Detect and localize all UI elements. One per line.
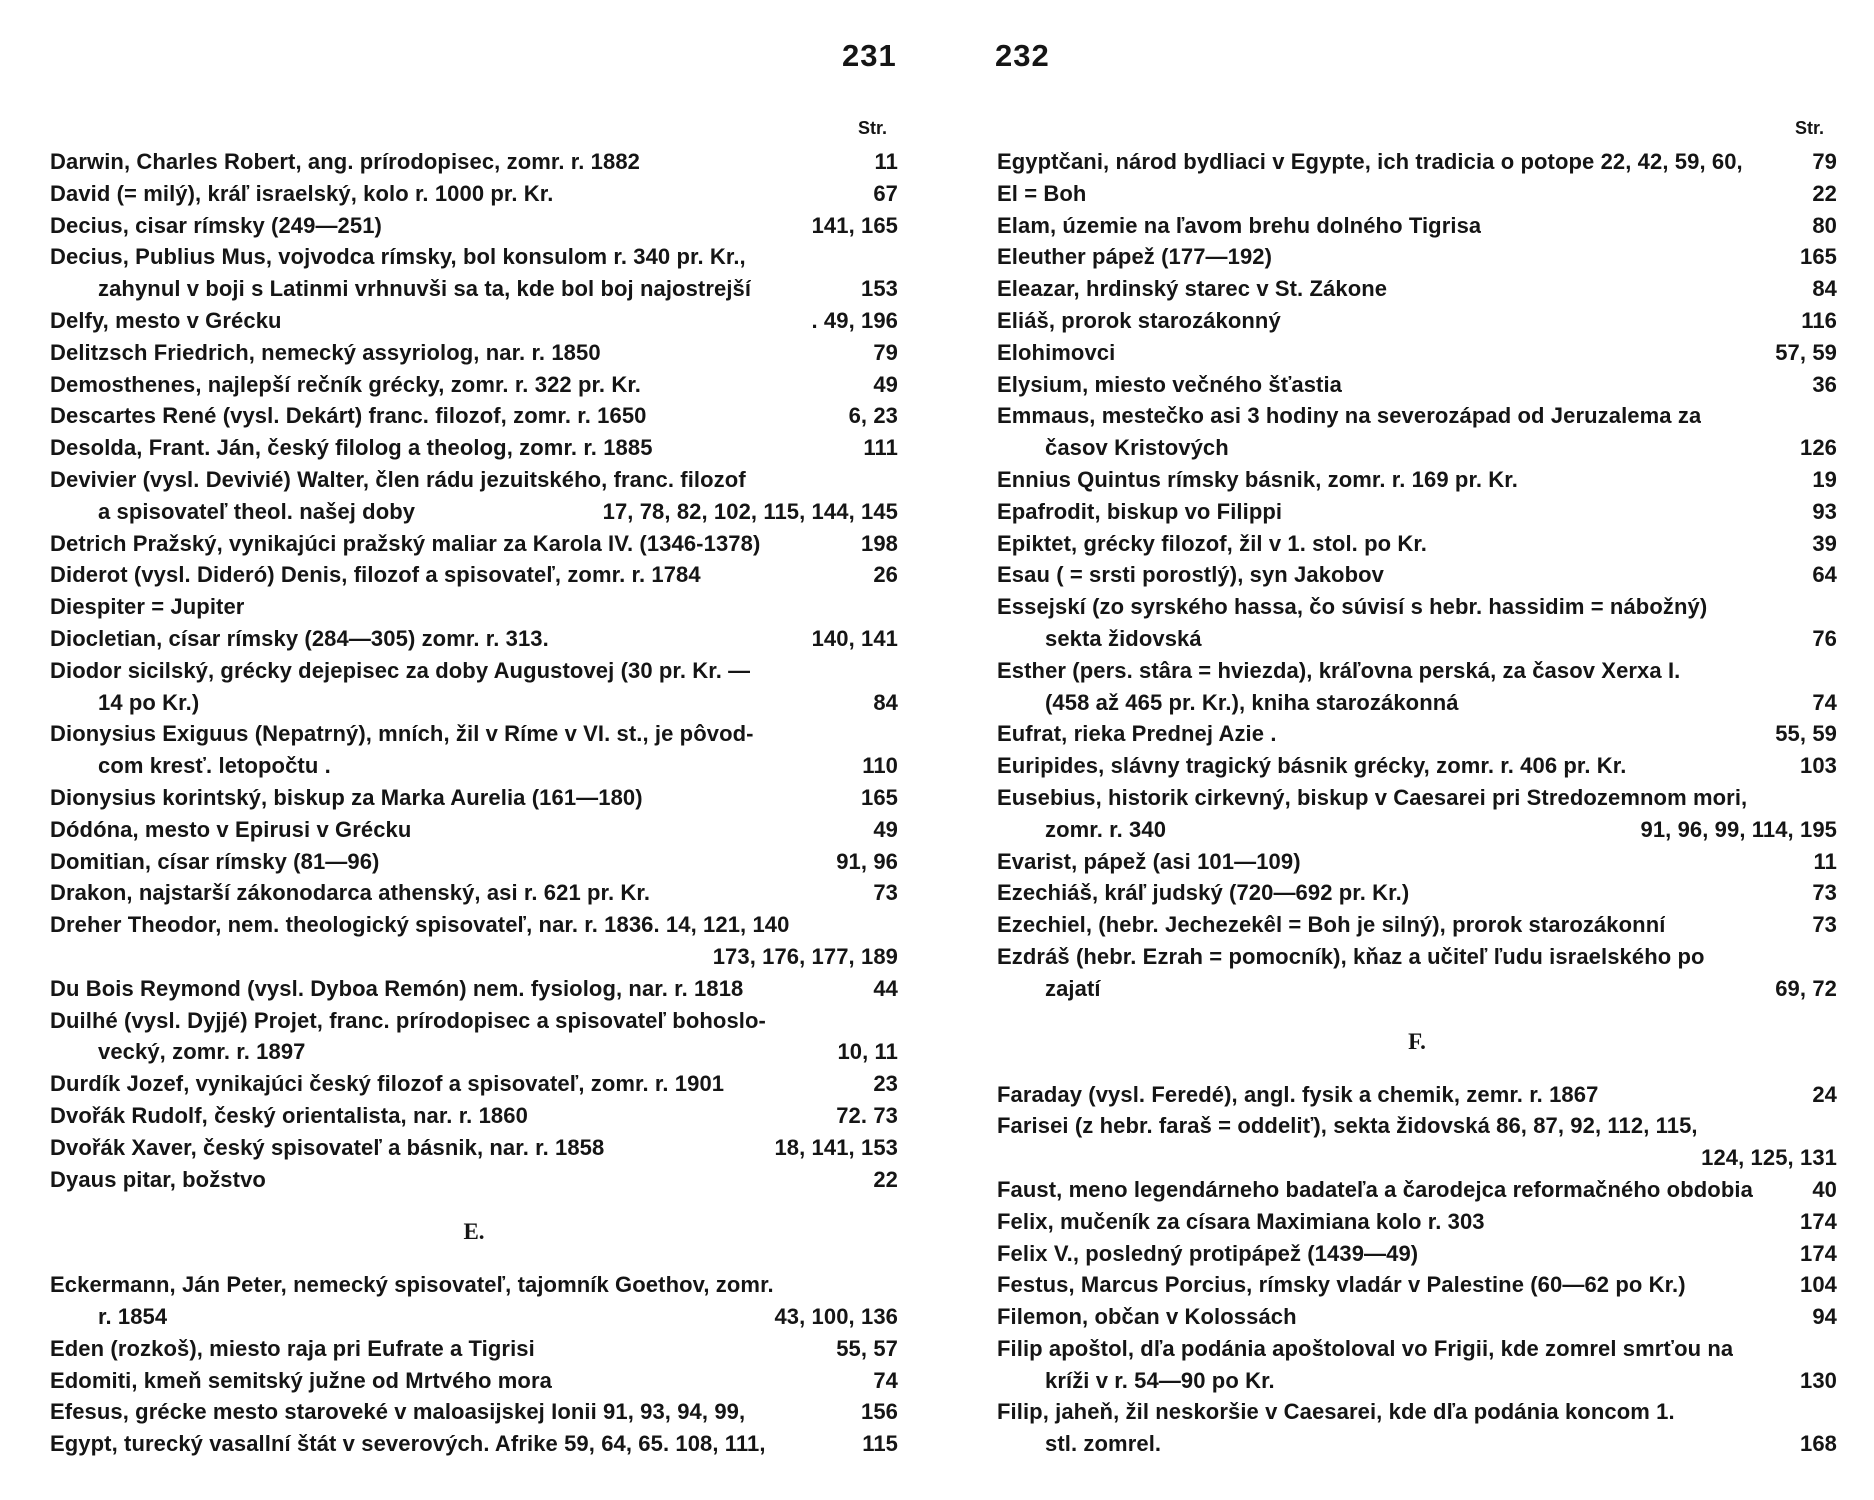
- entry-text: Diderot (vysl. Dideró) Denis, filozof a spisovateľ, zomr. r. 1784: [50, 562, 701, 588]
- entry-line: [50, 1365, 898, 1397]
- entry-continuation-line: [997, 687, 1837, 719]
- index-entry: [50, 1396, 898, 1428]
- entry-text: Filemon, občan v Kolossách: [997, 1304, 1297, 1330]
- index-entry: [50, 337, 898, 369]
- index-entry: [997, 305, 1837, 337]
- entry-line: [997, 1174, 1837, 1206]
- index-entry: [997, 400, 1837, 464]
- index-entry: [997, 941, 1837, 1005]
- entry-page-refs: 11: [1813, 848, 1837, 874]
- entry-text: Efesus, grécke mesto staroveké v maloasijskej Ionii 91, 93, 94, 99,: [50, 1399, 746, 1425]
- entry-page-refs: 173, 176, 177, 189: [712, 943, 898, 969]
- entry-line: [50, 241, 898, 273]
- entry-page-refs: 6, 23: [848, 403, 898, 429]
- entry-continuation-line: [997, 1365, 1837, 1397]
- entry-page-refs: 76: [1812, 625, 1837, 651]
- entry-page-refs: 22: [1812, 180, 1837, 206]
- entry-line: [997, 528, 1837, 560]
- index-entry: [50, 400, 898, 432]
- entry-page-refs: 141, 165: [811, 212, 898, 238]
- entry-text: Epiktet, grécky filozof, žil v 1. stol. po Kr.: [997, 530, 1428, 556]
- entry-line: [997, 241, 1837, 273]
- entry-text: vecký, zomr. r. 1897: [98, 1039, 306, 1065]
- entry-page-refs: 57, 59: [1775, 339, 1837, 365]
- entry-line: [997, 1238, 1837, 1270]
- entry-page-refs: 49: [873, 371, 898, 397]
- index-entry: [997, 210, 1837, 242]
- entry-page-refs: 111: [863, 435, 898, 461]
- index-entry: [50, 241, 898, 305]
- index-entry: [997, 1079, 1837, 1111]
- entry-text: Diocletian, císar rímsky (284—305) zomr. r. 313.: [50, 625, 549, 651]
- entry-page-refs: 130: [1799, 1367, 1837, 1393]
- index-entry: [997, 146, 1837, 178]
- entry-page-refs: 10, 11: [837, 1039, 898, 1065]
- index-entry: [50, 1269, 898, 1333]
- index-entry: [997, 369, 1837, 401]
- entry-text: Dionysius Exiguus (Nepatrný), mních, žil v Ríme v VI. st., je pôvod-: [50, 721, 754, 747]
- entry-page-refs: 44: [873, 975, 898, 1001]
- entry-page-refs: 103: [1799, 753, 1837, 779]
- index-entries: [997, 146, 1837, 1460]
- index-entry: [50, 1365, 898, 1397]
- index-entry: [997, 846, 1837, 878]
- entry-text: zahynul v boji s Latinmi vrhnuvši sa ta, kde bol boj najostrejší: [98, 276, 752, 302]
- index-entry: [50, 973, 898, 1005]
- entry-continuation-line: [997, 623, 1837, 655]
- entry-text: Elysium, miesto večného šťastia: [997, 371, 1343, 397]
- entry-text: Felix V., posledný protipápež (1439—49): [997, 1240, 1419, 1266]
- index-entry: [997, 241, 1837, 273]
- entry-text: 14 po Kr.): [98, 689, 200, 715]
- index-entry: [997, 1110, 1837, 1174]
- index-entry: [50, 146, 898, 178]
- entry-page-refs: [888, 591, 898, 623]
- entry-text: Faraday (vysl. Feredé), angl. fysik a chemik, zemr. r. 1867: [997, 1081, 1599, 1107]
- entry-text: Esther (pers. stâra = hviezda), kráľovna perská, za časov Xerxa I.: [997, 657, 1681, 683]
- entry-text: El = Boh: [997, 180, 1087, 206]
- index-entry: [997, 1238, 1837, 1270]
- index-entry: [997, 1333, 1837, 1397]
- entry-text: Festus, Marcus Porcius, rímsky vladár v Palestine (60—62 po Kr.): [997, 1272, 1686, 1298]
- index-entry: [997, 178, 1837, 210]
- entry-page-refs: 11: [874, 149, 898, 174]
- entry-page-refs: 67: [873, 180, 898, 206]
- entry-line: [997, 718, 1837, 750]
- index-entry: [997, 877, 1837, 909]
- entry-text: Felix, mučeník za císara Maximiana kolo r. 303: [997, 1208, 1485, 1234]
- entry-page-refs: 156: [860, 1399, 898, 1425]
- entry-text: Edomiti, kmeň semitský južne od Mrtvého mora: [50, 1367, 552, 1393]
- index-entry: [50, 305, 898, 337]
- entry-line: [50, 1396, 898, 1428]
- entry-line: [997, 909, 1837, 941]
- index-entry: [997, 782, 1837, 846]
- entry-text: Faust, meno legendárneho badateľa a čarodejca reformačného obdobia: [997, 1176, 1753, 1202]
- entries-f: [997, 1079, 1837, 1461]
- entry-line: [997, 750, 1837, 782]
- index-entry: [997, 1269, 1837, 1301]
- entry-line: [50, 305, 898, 337]
- index-entry: [997, 1396, 1837, 1460]
- entry-text: Eleazar, hrdinský starec v St. Zákone: [997, 276, 1388, 302]
- entry-line: [997, 1110, 1837, 1142]
- entry-page-refs: 79: [1812, 149, 1837, 174]
- entry-page-refs: 84: [1812, 276, 1837, 302]
- entry-line: [997, 1396, 1837, 1428]
- entry-text: Egyptčani, národ bydliaci v Egypte, ich tradicia o potope 22, 42, 59, 60,: [997, 149, 1743, 174]
- index-entry: [50, 877, 898, 909]
- entry-continuation-line: [997, 973, 1837, 1005]
- entry-text: Essejskí (zo syrského hassa, čo súvisí s hebr. hassidim = nábožný): [997, 594, 1708, 620]
- index-entry: [997, 591, 1837, 655]
- entry-line: [50, 591, 898, 623]
- entry-page-refs: 84: [873, 689, 898, 715]
- entry-line: [50, 337, 898, 369]
- entry-line: [50, 1269, 898, 1301]
- entry-text: Elam, územie na ľavom brehu dolného Tigrisa: [997, 212, 1482, 238]
- index-entry: [997, 750, 1837, 782]
- entry-text: r. 1854: [98, 1304, 168, 1330]
- entry-continuation-line: [50, 1301, 898, 1333]
- entry-text: com kresť. letopočtu .: [98, 753, 331, 779]
- right-page: [937, 0, 1874, 1500]
- entry-text: Dyaus pitar, božstvo: [50, 1166, 266, 1192]
- entry-page-refs: 55, 59: [1775, 721, 1837, 747]
- entry-line: [50, 973, 898, 1005]
- index-entry: [50, 559, 898, 591]
- index-entry: [50, 1068, 898, 1100]
- index-entry: [997, 1301, 1837, 1333]
- entry-line: [997, 655, 1837, 687]
- entry-page-refs: 43, 100, 136: [774, 1304, 898, 1330]
- entry-text: sekta židovská: [1045, 625, 1202, 651]
- index-entry: [50, 178, 898, 210]
- section-heading-e: E.: [463, 1219, 485, 1245]
- entry-continuation-line: [50, 1036, 898, 1068]
- section-heading-f: F.: [1408, 1028, 1426, 1054]
- entry-page-refs: 74: [1812, 689, 1837, 715]
- entry-continuation-line: [997, 1428, 1837, 1460]
- entry-text: Delitzsch Friedrich, nemecký assyriolog, nar. r. 1850: [50, 339, 601, 365]
- index-entry: [50, 623, 898, 655]
- entry-page-refs: 22: [873, 1166, 898, 1192]
- index-entry: [997, 655, 1837, 719]
- entry-page-refs: 64: [1812, 562, 1837, 588]
- entry-page-refs: 79: [873, 339, 898, 365]
- entry-text: zomr. r. 340: [1045, 816, 1167, 842]
- entry-page-refs: 126: [1799, 435, 1837, 461]
- entry-line: [50, 1100, 898, 1132]
- entry-text: Devivier (vysl. Devivié) Walter, člen rádu jezuitského, franc. filozof: [50, 466, 746, 492]
- index-entry: [997, 559, 1837, 591]
- index-entry: [50, 846, 898, 878]
- pages-column-label: Str.: [1795, 118, 1825, 138]
- entry-line: [997, 1206, 1837, 1238]
- index-entry: [997, 528, 1837, 560]
- entry-page-refs: 91, 96: [836, 848, 898, 874]
- entry-line: [997, 273, 1837, 305]
- entry-page-refs: 124, 125, 131: [1701, 1145, 1837, 1171]
- index-entry: [50, 1333, 898, 1365]
- entry-page-refs: 73: [1812, 880, 1837, 906]
- entry-text: Dionysius korintský, biskup za Marka Aurelia (161—180): [50, 784, 643, 810]
- entry-line: [997, 941, 1837, 973]
- entry-line: [50, 146, 898, 178]
- entry-line: [50, 1333, 898, 1365]
- entry-text: Eliáš, prorok starozákonný: [997, 307, 1281, 333]
- entry-line: [50, 528, 898, 560]
- entry-text: Ezechiáš, kráľ judský (720—692 pr. Kr.): [997, 880, 1410, 906]
- index-entry: [50, 909, 898, 973]
- pages-column-label: Str.: [858, 118, 888, 138]
- entry-page-refs: 73: [873, 880, 898, 906]
- entry-page-refs: 39: [1812, 530, 1837, 556]
- entry-page-refs: 19: [1812, 466, 1837, 492]
- entry-text: Ezechiel, (hebr. Jechezekêl = Boh je silný), prorok starozákonní: [997, 912, 1666, 938]
- entry-text: Eusebius, historik cirkevný, biskup v Caesarei pri Stredozemnom mori,: [997, 784, 1748, 810]
- entry-text: Dódóna, mesto v Epirusi v Grécku: [50, 816, 412, 842]
- entry-page-refs: 153: [860, 276, 898, 302]
- entry-page-refs: 168: [1799, 1431, 1837, 1457]
- entry-line: [50, 718, 898, 750]
- entry-page-refs: 49: [873, 816, 898, 842]
- entry-line: [997, 1333, 1837, 1365]
- entry-line: [50, 369, 898, 401]
- entry-text: Descartes René (vysl. Dekárt) franc. filozof, zomr. r. 1650: [50, 403, 647, 429]
- entry-line: [50, 877, 898, 909]
- entry-continuation-line: [997, 1142, 1837, 1174]
- entry-continuation-line: [50, 941, 898, 973]
- entry-text: Detrich Pražský, vynikajúci pražský maliar za Karola IV. (1346-1378): [50, 530, 761, 556]
- entry-page-refs: 94: [1812, 1304, 1837, 1330]
- index-entry: [997, 273, 1837, 305]
- index-entry: [50, 1164, 898, 1196]
- entry-text: Evarist, pápež (asi 101—109): [997, 848, 1301, 874]
- entry-line: [997, 782, 1837, 814]
- index-entry: [50, 718, 898, 782]
- entries-d: [50, 146, 898, 1195]
- index-entry: [50, 210, 898, 242]
- entry-text: Desolda, Frant. Ján, český filolog a theolog, zomr. r. 1885: [50, 435, 653, 461]
- entry-page-refs: 72. 73: [836, 1102, 898, 1128]
- entry-line: [50, 400, 898, 432]
- index-entry: [50, 591, 898, 623]
- entry-page-refs: 80: [1812, 212, 1837, 238]
- entry-page-refs: 23: [873, 1071, 898, 1097]
- entry-text: Drakon, najstarší zákonodarca athenský, asi r. 621 pr. Kr.: [50, 880, 651, 906]
- entry-line: [997, 178, 1837, 210]
- entry-line: [997, 464, 1837, 496]
- index-entry: [50, 655, 898, 719]
- entry-continuation-line: [50, 750, 898, 782]
- entry-page-refs: 165: [860, 784, 898, 810]
- entry-continuation-line: [50, 687, 898, 719]
- entry-line: [50, 1428, 898, 1460]
- page-number: 231: [842, 38, 897, 73]
- entry-text: Dvořák Xaver, český spisovateľ a básnik, nar. r. 1858: [50, 1134, 605, 1160]
- entry-line: [997, 591, 1837, 623]
- entry-text: Farisei (z hebr. faraš = oddeliť), sekta židovská 86, 87, 92, 112, 115,: [997, 1113, 1698, 1139]
- entry-line: [50, 1005, 898, 1037]
- index-entry: [50, 369, 898, 401]
- index-entry: [997, 1206, 1837, 1238]
- entry-continuation-line: [997, 432, 1837, 464]
- entry-page-refs: 174: [1799, 1208, 1837, 1234]
- entry-page-refs: 91, 96, 99, 114, 195: [1640, 816, 1837, 842]
- entry-line: [997, 146, 1837, 178]
- entry-line: [997, 496, 1837, 528]
- entry-page-refs: 174: [1799, 1240, 1837, 1266]
- entry-text: kríži v r. 54—90 po Kr.: [1045, 1367, 1275, 1393]
- entry-page-refs: 104: [1799, 1272, 1837, 1298]
- entry-page-refs: 36: [1812, 371, 1837, 397]
- entry-text: zajatí: [1045, 975, 1101, 1001]
- entry-line: [50, 1164, 898, 1196]
- entries-e: [997, 146, 1837, 1005]
- entry-text: David (= milý), kráľ israelský, kolo r. 1000 pr. Kr.: [50, 180, 554, 206]
- entry-page-refs: 69, 72: [1775, 975, 1837, 1001]
- entry-text: Delfy, mesto v Grécku: [50, 307, 282, 333]
- entry-page-refs: . 49, 196: [811, 307, 898, 333]
- entry-continuation-line: [50, 496, 898, 528]
- entry-line: [997, 559, 1837, 591]
- entry-text: stl. zomrel.: [1045, 1431, 1162, 1457]
- index-entries: [50, 146, 898, 1460]
- entry-page-refs: 74: [873, 1367, 898, 1393]
- entry-page-refs: 55, 57: [836, 1335, 898, 1361]
- entry-line: [997, 400, 1837, 432]
- entry-line: [50, 432, 898, 464]
- index-entry: [997, 496, 1837, 528]
- index-entry: [50, 1005, 898, 1069]
- entry-text: časov Kristových: [1045, 435, 1229, 461]
- entry-text: Decius, cisar rímsky (249—251): [50, 212, 382, 238]
- entry-text: Emmaus, mestečko asi 3 hodiny na severozápad od Jeruzalema za: [997, 403, 1702, 429]
- entry-text: Diespiter = Jupiter: [50, 594, 245, 620]
- entry-page-refs: 198: [860, 530, 898, 556]
- entry-text: Du Bois Reymond (vysl. Dyboa Remón) nem. fysiolog, nar. r. 1818: [50, 975, 744, 1001]
- entry-line: [997, 846, 1837, 878]
- entry-text: Dreher Theodor, nem. theologický spisovateľ, nar. r. 1836. 14, 121, 140: [50, 912, 790, 938]
- entry-page-refs: 165: [1799, 244, 1837, 270]
- entry-line: [50, 782, 898, 814]
- entry-line: [997, 877, 1837, 909]
- entry-line: [997, 210, 1837, 242]
- entry-page-refs: 110: [862, 753, 898, 779]
- entry-text: Diodor sicilský, grécky dejepisec za doby Augustovej (30 pr. Kr. —: [50, 657, 751, 683]
- entry-line: [997, 305, 1837, 337]
- entry-line: [997, 369, 1837, 401]
- entry-page-refs: 115: [862, 1431, 898, 1457]
- entry-text: Elohimovci: [997, 339, 1116, 365]
- index-entry: [997, 909, 1837, 941]
- entry-text: Esau ( = srsti porostlý), syn Jakobov: [997, 562, 1384, 588]
- entry-text: Decius, Publius Mus, vojvodca rímsky, bol konsulom r. 340 pr. Kr.,: [50, 244, 746, 270]
- index-entry: [50, 464, 898, 528]
- entry-text: Eufrat, rieka Prednej Azie .: [997, 721, 1277, 747]
- entry-text: Duilhé (vysl. Dyjjé) Projet, franc. prírodopisec a spisovateľ bohoslo-: [50, 1007, 766, 1033]
- entry-text: Eckermann, Ján Peter, nemecký spisovateľ, tajomník Goethov, zomr.: [50, 1272, 774, 1298]
- entry-line: [50, 1068, 898, 1100]
- index-entry: [997, 337, 1837, 369]
- entry-line: [997, 337, 1837, 369]
- index-entry: [50, 1100, 898, 1132]
- entry-line: [50, 559, 898, 591]
- entry-line: [50, 210, 898, 242]
- entry-continuation-line: [997, 814, 1837, 846]
- entry-text: Ezdráš (hebr. Ezrah = pomocník), kňaz a učiteľ ľudu israelského po: [997, 943, 1705, 969]
- entry-text: Eden (rozkoš), miesto raja pri Eufrate a Tigrisi: [50, 1335, 535, 1361]
- entry-text: Demosthenes, najlepší rečník grécky, zomr. r. 322 pr. Kr.: [50, 371, 642, 397]
- entries-e: [50, 1269, 898, 1460]
- entry-text: Egypt, turecký vasallní štát v severových. Afrike 59, 64, 65. 108, 111,: [50, 1431, 766, 1457]
- entry-text: Eleuther pápež (177—192): [997, 244, 1273, 270]
- entry-line: [50, 1132, 898, 1164]
- entry-line: [50, 178, 898, 210]
- entry-page-refs: 40: [1812, 1176, 1837, 1202]
- entry-text: Dvořák Rudolf, český orientalista, nar. r. 1860: [50, 1102, 528, 1128]
- entry-text: Epafrodit, biskup vo Filippi: [997, 498, 1283, 524]
- entry-page-refs: 116: [1801, 307, 1837, 333]
- entry-line: [50, 846, 898, 878]
- index-entry: [50, 528, 898, 560]
- entry-text: Filip apoštol, dľa podánia apoštoloval vo Frigii, kde zomrel smrťou na: [997, 1335, 1734, 1361]
- entry-line: [50, 623, 898, 655]
- index-entry: [997, 718, 1837, 750]
- index-entry: [50, 1428, 898, 1460]
- entry-text: Darwin, Charles Robert, ang. prírodopisec, zomr. r. 1882: [50, 149, 640, 174]
- entry-text: (458 až 465 pr. Kr.), kniha starozákonná: [1045, 689, 1459, 715]
- index-entry: [997, 464, 1837, 496]
- entry-line: [50, 464, 898, 496]
- index-entry: [997, 1174, 1837, 1206]
- page-number: 232: [995, 38, 1050, 73]
- entry-page-refs: 73: [1812, 912, 1837, 938]
- entry-line: [50, 814, 898, 846]
- entry-page-refs: 140, 141: [811, 625, 898, 651]
- index-entry: [50, 432, 898, 464]
- entry-text: Euripides, slávny tragický básnik grécky, zomr. r. 406 pr. Kr.: [997, 753, 1627, 779]
- entry-page-refs: 18, 141, 153: [774, 1134, 898, 1160]
- entry-text: Durdík Jozef, vynikajúci český filozof a spisovateľ, zomr. r. 1901: [50, 1071, 725, 1097]
- entry-line: [997, 1079, 1837, 1111]
- entry-page-refs: 17, 78, 82, 102, 115, 144, 145: [602, 498, 898, 524]
- entry-text: Domitian, císar rímsky (81—96): [50, 848, 380, 874]
- entry-text: Filip, jaheň, žil neskoršie v Caesarei, kde dľa podánia koncom 1.: [997, 1399, 1675, 1425]
- index-entry: [50, 1132, 898, 1164]
- index-entry: [50, 814, 898, 846]
- entry-line: [50, 909, 898, 941]
- entry-page-refs: 24: [1812, 1081, 1837, 1107]
- entry-page-refs: 93: [1812, 498, 1837, 524]
- index-entry: [50, 782, 898, 814]
- entry-continuation-line: [50, 273, 898, 305]
- entry-text: a spisovateľ theol. našej doby: [98, 498, 416, 524]
- entry-line: [997, 1269, 1837, 1301]
- entry-line: [50, 655, 898, 687]
- entry-text: Ennius Quintus rímsky básnik, zomr. r. 169 pr. Kr.: [997, 466, 1518, 492]
- entry-line: [997, 1301, 1837, 1333]
- entry-page-refs: 26: [873, 562, 898, 588]
